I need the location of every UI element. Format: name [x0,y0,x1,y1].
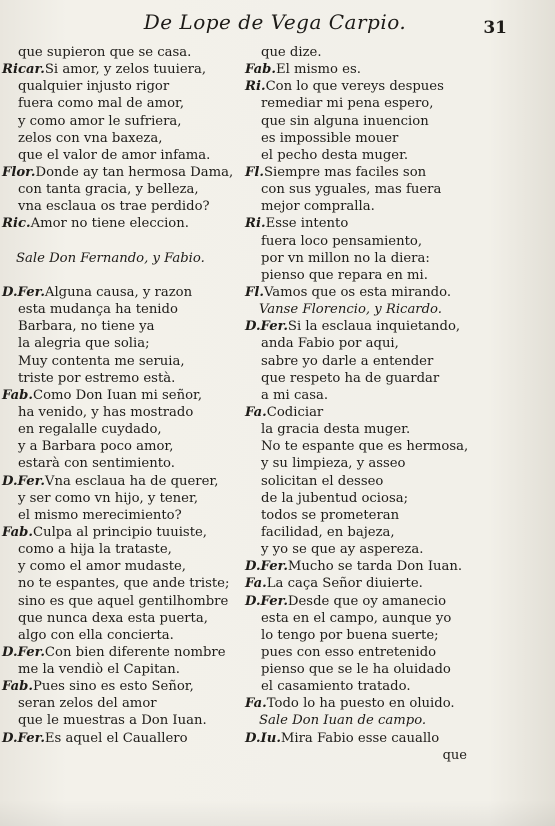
verse-line [245,370,545,387]
verse-line [2,644,260,661]
speaker-label: Fab. [2,679,33,695]
verse-line [245,541,545,558]
verse-text: Con lo que vereys despues [265,79,444,95]
verse-line [2,712,260,729]
verse-line [2,335,260,352]
speaker-label: D.Fer. [2,473,45,489]
verse-text: El mismo es. [276,62,361,78]
verse-line [245,730,545,747]
verse-line [2,181,260,198]
verse-text: que respeto ha de guardar [261,370,440,386]
verse-line [245,78,545,95]
verse-text: de la jubentud ociosa; [261,490,409,506]
verse-text: a mi casa. [261,387,329,403]
verse-line [2,558,260,575]
verse-text: lo tengo por buena suerte; [261,627,439,643]
speaker-label: Fab. [2,387,33,403]
verse-text: pienso que repara en mi. [261,267,428,283]
verse-text: la gracia desta muger. [261,422,411,438]
verse-line [245,147,545,164]
verse-text: sabre yo darle a entender [261,353,434,369]
verse-text: es impossible mouer [261,130,399,146]
verse-line [2,164,260,181]
verse-line [2,627,260,644]
verse-line [2,490,260,507]
verse-line [2,113,260,130]
verse-text: como a hija la trataste, [18,542,172,558]
speaker-label: Flor. [2,164,36,180]
verse-line [2,301,260,318]
verse-line [2,284,260,301]
verse-text: mejor compralla. [261,199,375,215]
verse-line [2,267,260,284]
verse-text: con tanta gracia, y belleza, [18,182,199,198]
verse-line [245,473,545,490]
verse-text: esta mudança ha tenido [18,302,178,318]
verse-line [245,558,545,575]
speaker-label: D.Fer. [245,559,288,575]
verse-text: que el valor de amor infama. [18,147,211,163]
verse-line [2,507,260,524]
verse-line [245,353,545,370]
speaker-label: Fa. [245,696,267,712]
verse-line [245,455,545,472]
verse-line [2,575,260,592]
verse-text: no te espantes, que ande triste; [18,576,230,592]
catchword: que [442,748,467,763]
verse-line [2,215,260,232]
verse-line [245,198,545,215]
verse-text: Vamos que os esta mirando. [263,284,452,300]
verse-line [245,524,545,541]
verse-text: que supieron que se casa. [18,45,192,60]
verse-line [245,181,545,198]
verse-line [245,215,545,232]
verse-line [245,627,545,644]
speaker-label: Ri. [245,216,266,232]
verse-line [245,507,545,524]
speaker-label: D.Fer. [2,644,45,660]
verse-line [245,644,545,661]
verse-text: y a Barbara poco amor, [18,439,174,455]
verse-text: zelos con vna baxeza, [18,130,163,146]
verse-line [2,421,260,438]
speaker-label: Fab. [245,62,276,78]
verse-text: ha venido, y has mostrado [18,404,194,420]
verse-text: el casamiento tratado. [261,679,411,695]
speaker-label: D.Fer. [2,284,45,300]
verse-line [245,387,545,404]
stage-direction-text: Sale Don Fernando, y Fabio. [16,250,205,266]
verse-line [245,113,545,130]
verse-text: que le muestras a Don Iuan. [18,713,207,729]
verse-text: vna esclaua os trae perdido? [18,199,210,215]
verse-text: Barbara, no tiene ya [18,319,155,335]
verse-text: anda Fabio por aqui, [261,336,399,352]
verse-text: esta en el campo, aunque yo [261,610,452,626]
stage-direction-text: Vanse Florencio, y Ricardo. [259,302,442,318]
verse-text: la alegria que solia; [18,336,150,352]
speaker-label: Ricar. [2,62,45,78]
verse-line [2,730,260,747]
verse-text: fuera loco pensamiento, [261,233,423,249]
verse-text: el mismo merecimiento? [18,507,182,523]
verse-text: Todo lo ha puesto en oluido. [266,696,455,712]
speaker-label: Fl. [245,284,264,300]
verse-line [2,78,260,95]
verse-line [2,95,260,112]
verse-text: sino es que aquel gentilhombre [18,593,229,609]
speaker-label: Fa. [245,404,267,420]
verse-line [245,267,545,284]
verse-text: Vna esclaua ha de querer, [44,473,219,489]
verse-line [2,678,260,695]
verse-text: pues con esso entretenido [261,644,437,660]
folio-number: 31 [483,18,507,38]
verse-text: con sus yguales, mas fuera [261,182,442,198]
verse-text: Si la esclaua inquietando, [287,319,461,335]
verse-line [245,610,545,627]
verse-text: Muy contenta me seruia, [18,353,185,369]
verse-text: por vn millon no la diera: [261,250,430,266]
verse-text: y yo se que ay aspereza. [261,542,424,558]
verse-text: que dize. [261,45,322,60]
verse-text: Si amor, y zelos tuuiera, [44,62,207,78]
verse-text: y como amor le sufriera, [18,113,182,129]
verse-text: y su limpieza, y asseo [261,456,406,472]
verse-text: Culpa al principio tuuiste, [33,524,207,540]
verse-line [2,353,260,370]
speaker-label: D.Iu. [245,730,281,746]
verse-line [2,473,260,490]
verse-line [2,661,260,678]
verse-text: facilidad, en bajeza, [261,524,395,540]
verse-line [245,95,545,112]
verse-line [2,61,260,78]
verse-text: que nunca dexa esta puerta, [18,610,208,626]
verse-text: todos se prometeran [261,507,400,523]
verse-line [245,130,545,147]
verse-line [2,593,260,610]
verse-line [2,387,260,404]
right-text-column [245,44,545,747]
verse-line [2,370,260,387]
verse-text: seran zelos del amor [18,696,157,712]
speaker-label: D.Fer. [245,319,288,335]
verse-text: fuera como mal de amor, [18,96,185,112]
speaker-label: Fl. [245,164,264,180]
verse-text: La caça Señor diuierte. [266,576,423,592]
verse-text: algo con ella concierta. [18,627,174,643]
verse-text: Desde que oy amanecio [287,593,447,609]
verse-text: y como el amor mudaste, [18,559,186,575]
verse-text: Codiciar [266,404,324,420]
stage-direction [245,301,545,318]
verse-line [2,695,260,712]
verse-text: estarà con sentimiento. [18,456,175,472]
verse-line [2,455,260,472]
verse-line [2,130,260,147]
verse-text: Donde ay tan hermosa Dama, [35,164,234,180]
verse-line [245,284,545,301]
stage-direction-text: Sale Don Iuan de campo. [259,713,427,729]
verse-line [245,233,545,250]
page-bottom-shadow [0,800,555,826]
verse-text: me la vendiò el Capitan. [18,662,180,678]
speaker-label: Fa. [245,576,267,592]
verse-line [2,147,260,164]
verse-line [245,44,545,61]
verse-text: Como Don Iuan mi señor, [33,387,203,403]
stage-direction [2,250,260,267]
verse-line [2,404,260,421]
verse-text: qualquier injusto rigor [18,79,170,95]
verse-text: Es aquel el Cauallero [44,730,188,746]
verse-line [245,318,545,335]
verse-text: Pues sino es esto Señor, [33,679,194,695]
verse-text: y ser como vn hijo, y tener, [18,490,199,506]
verse-text: el pecho desta muger. [261,147,409,163]
verse-line [245,404,545,421]
verse-text: pienso que se le ha oluidado [261,662,451,678]
verse-line [245,250,545,267]
verse-line [245,335,545,352]
verse-text: Con bien diferente nombre [44,644,226,660]
speaker-label: D.Fer. [2,730,45,746]
verse-line [245,438,545,455]
verse-line [245,490,545,507]
verse-line [2,44,260,61]
verse-line [245,695,545,712]
verse-line [245,661,545,678]
verse-line [2,318,260,335]
speaker-label: Fab. [2,524,33,540]
verse-text: remediar mi pena espero, [261,96,434,112]
verse-line [2,198,260,215]
verse-text: Mira Fabio esse cauallo [280,730,440,746]
speaker-label: Ric. [2,216,31,232]
verse-text: Esse intento [265,216,349,232]
verse-text: No te espante que es hermosa, [261,439,469,455]
verse-line [2,233,260,250]
speaker-label: Ri. [245,79,266,95]
verse-line [2,541,260,558]
verse-line [2,524,260,541]
speaker-label: D.Fer. [245,593,288,609]
verse-line [2,438,260,455]
verse-text: Alguna causa, y razon [44,284,193,300]
verse-line [2,610,260,627]
verse-text: triste por estremo està. [18,370,176,386]
verse-line [245,575,545,592]
verse-line [245,421,545,438]
verse-text: Amor no tiene eleccion. [30,216,189,232]
verse-text: que sin alguna inuencion [261,113,429,129]
verse-text: Siempre mas faciles son [263,164,427,180]
verse-line [245,593,545,610]
stage-direction [245,712,545,729]
left-text-column [2,44,260,747]
verse-text: Mucho se tarda Don Iuan. [287,559,463,575]
verse-line [245,678,545,695]
verse-text: solicitan el desseo [261,473,384,489]
verse-line [245,61,545,78]
verse-line [245,164,545,181]
verse-text: en regalalle cuydado, [18,422,162,438]
running-title: De Lope de Vega Carpio. [143,10,407,34]
